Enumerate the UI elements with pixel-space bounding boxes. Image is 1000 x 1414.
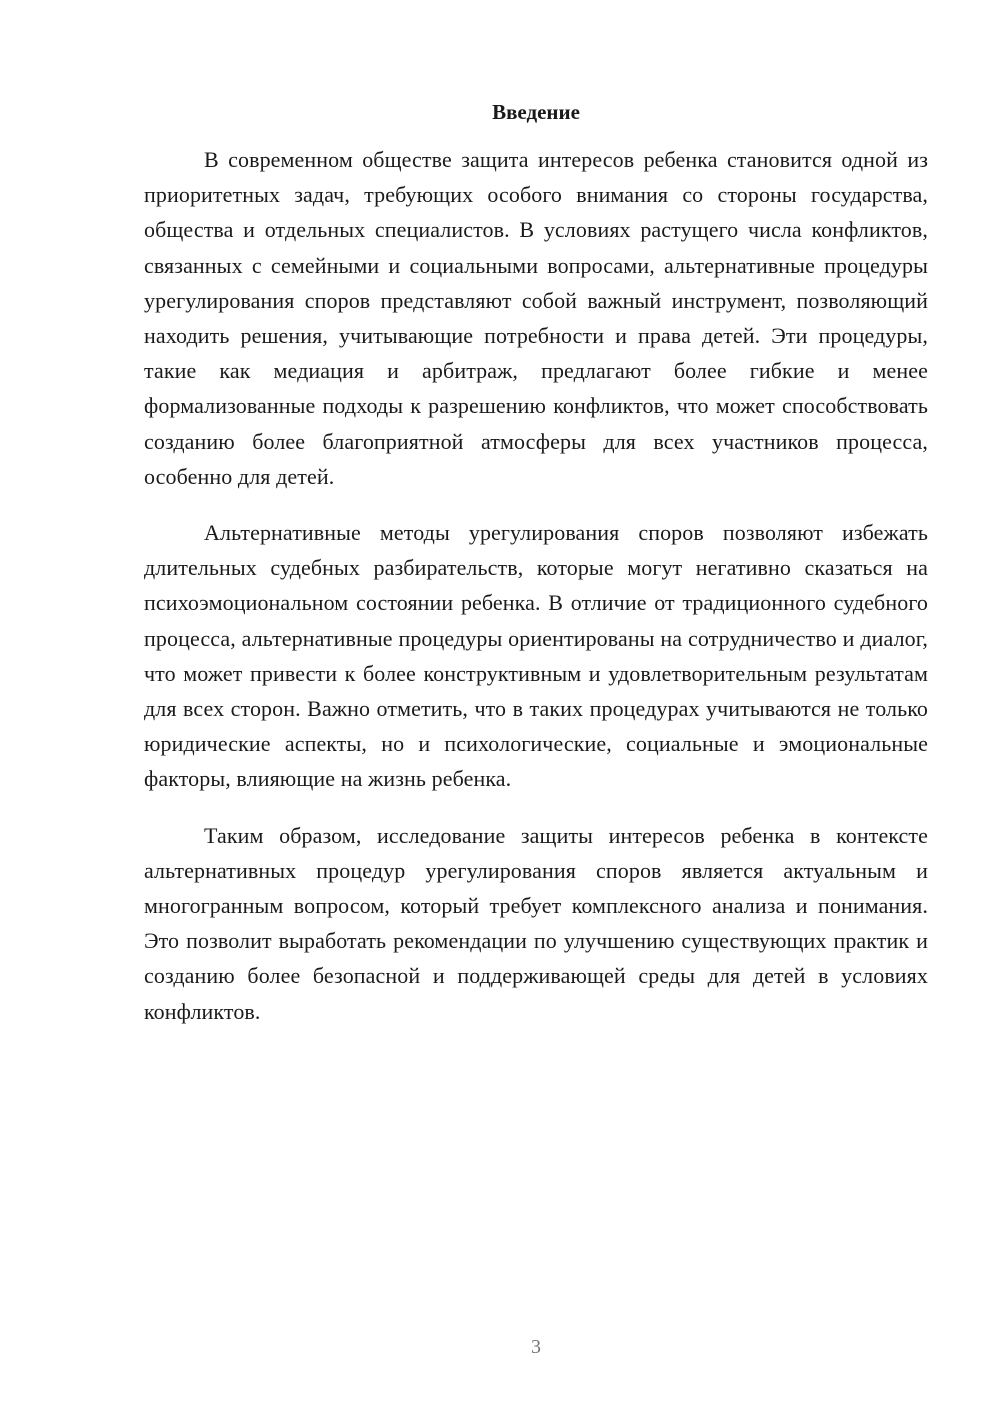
page-number: 3 bbox=[531, 1336, 541, 1358]
paragraph-1: В современном обществе защита интересов ребенка становится одной из приоритетных задач, требующих особого внимания со стороны государства, общества и отдельных специалистов. В условиях растущего числа конфликтов, связанных с семейными и социальными вопросами, альтернативные процедуры урегулирования споров представляют собой важный инструмент, позволяющий находить решения, учитывающие потребности и права детей. Эти процедуры, такие как медиация и арбитраж, предлагают более гибкие и менее формализованные подходы к разрешению конфликтов, что может способствовать созданию более благоприятной атмосферы для всех участников процесса, особенно для детей. bbox=[144, 147, 928, 489]
document-body bbox=[144, 142, 928, 1029]
page-title: Введение bbox=[492, 100, 580, 124]
paragraph-3: Таким образом, исследование защиты интересов ребенка в контексте альтернативных процедур урегулирования споров является актуальным и многогранным вопросом, который требует комплексного анализа и понимания. Это позволит выработать рекомендации по улучшению существующих практик и созданию более безопасной и поддерживающей среды для детей в условиях конфликтов. bbox=[144, 822, 928, 1024]
paragraph-2: Альтернативные методы урегулирования споров позволяют избежать длительных судебных разбирательств, которые могут негативно сказаться на психоэмоциональном состоянии ребенка. В отличие от традиционного судебного процесса, альтернативные процедуры ориентированы на сотрудничество и диалог, что может привести к более конструктивным и удовлетворительным результатам для всех сторон. Важно отметить, что в таких процедурах учитываются не только юридические аспекты, но и психологические, социальные и эмоциональные факторы, влияющие на жизнь ребенка. bbox=[144, 520, 928, 792]
